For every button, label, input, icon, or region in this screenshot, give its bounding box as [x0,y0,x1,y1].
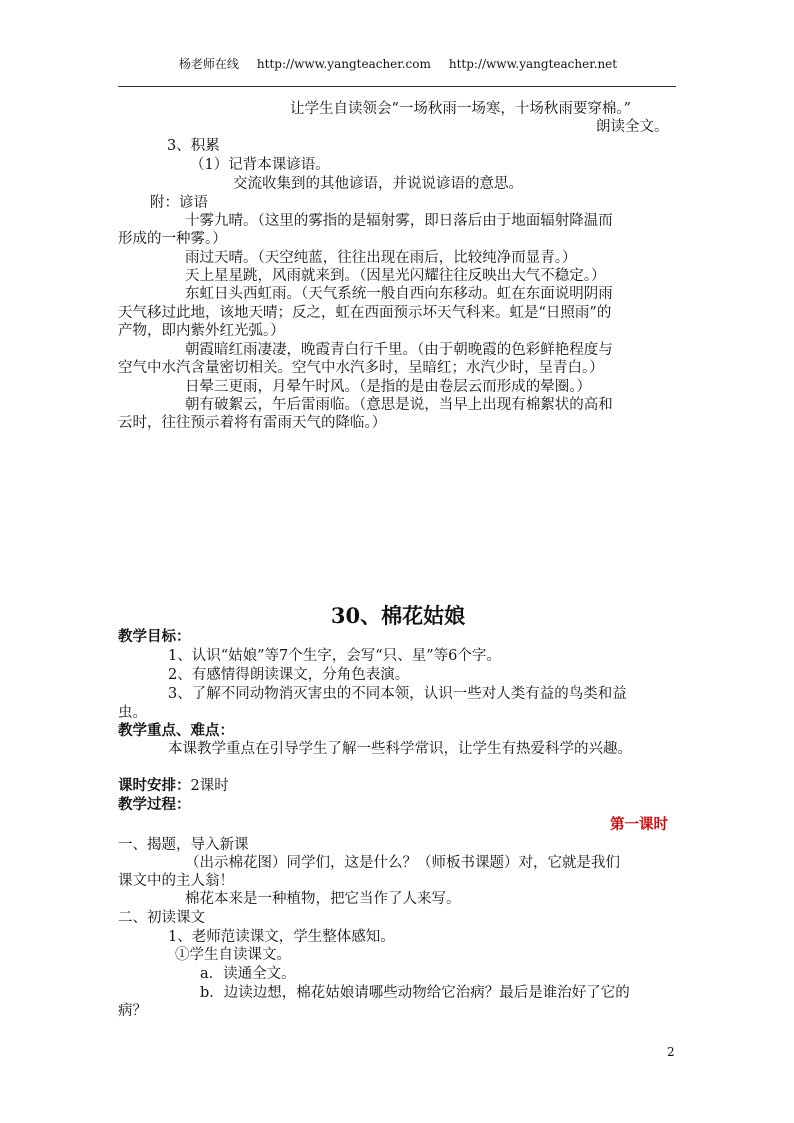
goal-item: 1、认识“姑娘”等7个生字，会写“只、星”等6个字。 [168,648,501,664]
page-number: 2 [667,1045,675,1059]
period-heading: 第一课时 [610,816,668,833]
key-points-text: 本课教学重点在引导学生了解一些科学常识，让学生有热爱科学的兴趣。 [168,741,632,757]
text-line: 日晕三更雨，月晕午时风。（是指的是由卷层云而形成的晕圈。） [185,379,591,395]
process-heading: 教学过程： [118,796,191,813]
text-line: 3、积累 [167,138,220,154]
schedule-heading: 课时安排： [118,777,191,794]
goals-heading: 教学目标： [118,628,191,645]
text-line: 附：谚语 [150,195,208,211]
text-line: b．边读边想，棉花姑娘请哪些动物给它治病？最后是谁治好了它的 [200,985,630,1001]
header-rule [118,86,676,87]
text-line: 雨过天晴。（天空纯蓝，往往出现在雨后，比较纯净而显青。） [185,250,577,266]
goal-item: 3、了解不同动物消灭害虫的不同本领，认识一些对人类有益的鸟类和益 [168,686,627,702]
text-line: 十雾九晴。（这里的雾指的是辐射雾，即日落后由于地面辐射降温而 [185,213,613,229]
text-line: 形成的一种雾。） [118,231,227,247]
text-line: 棉花本来是一种植物，把它当作了人来写。 [185,891,461,907]
text-line: a．读通全文。 [200,966,296,982]
text-line: 病？ [118,1003,147,1019]
header-url-com[interactable]: http://www.yangteacher.com [256,57,431,71]
header-site: 杨老师在线 [178,57,239,71]
schedule-line [118,777,229,795]
lesson-title: 30、棉花姑娘 [330,603,466,628]
goal-item: 2、有感情得朗读课文，分角色表演。 [168,667,410,683]
goal-item: 虫。 [118,705,147,721]
section-heading: 一、揭题，导入新课 [118,837,249,853]
header-url-net[interactable]: http://www.yangteacher.net [448,57,618,71]
text-line: （1）记背本课谚语。 [190,157,330,173]
key-points-heading: 教学重点、难点： [118,722,234,739]
text-line: ①学生自读课文。 [175,947,291,963]
text-line: 交流收集到的其他谚语，并说说谚语的意思。 [233,176,523,192]
schedule-value: 2课时 [190,778,229,794]
text-line: 天气移过此地，该地天晴；反之，虹在西面预示坏天气科来。虹是“日照雨”的 [118,305,612,321]
text-line: 课文中的主人翁！ [118,873,234,889]
page-header [120,55,676,72]
text-line: 空气中水汽含量密切相关。空气中水汽多时，呈暗红；水汽少时，呈青白。） [118,360,604,376]
text-line: 东虹日头西虹雨。（天气系统一般自西向东移动。虹在东面说明阴雨 [185,286,613,302]
text-line: 朝有破絮云，午后雷雨临。（意思是说，当早上出现有棉絮状的高和 [185,397,613,413]
text-line: 云时，往往预示着将有雷雨天气的降临。） [118,415,387,431]
text-line: 1、老师范读课文，学生整体感知。 [168,929,395,945]
text-line: 朝霞暗红雨凄凄，晚霞青白行千里。（由于朝晚霞的色彩鲜艳程度与 [185,342,613,358]
text-line: 朗读全文。 [596,119,669,135]
text-line: 天上星星跳，风雨就来到。（因星光闪耀往往反映出大气不稳定。） [185,268,606,284]
text-line: （出示棉花图）同学们，这是什么？（师板书课题）对，它就是我们 [185,855,620,871]
text-line: 产物，即内紫外红光弧。） [118,323,285,339]
text-line: 让学生自读领会“一场秋雨一场寒，十场秋雨要穿棉。” [290,101,632,117]
section-heading: 二、初读课文 [118,910,205,926]
